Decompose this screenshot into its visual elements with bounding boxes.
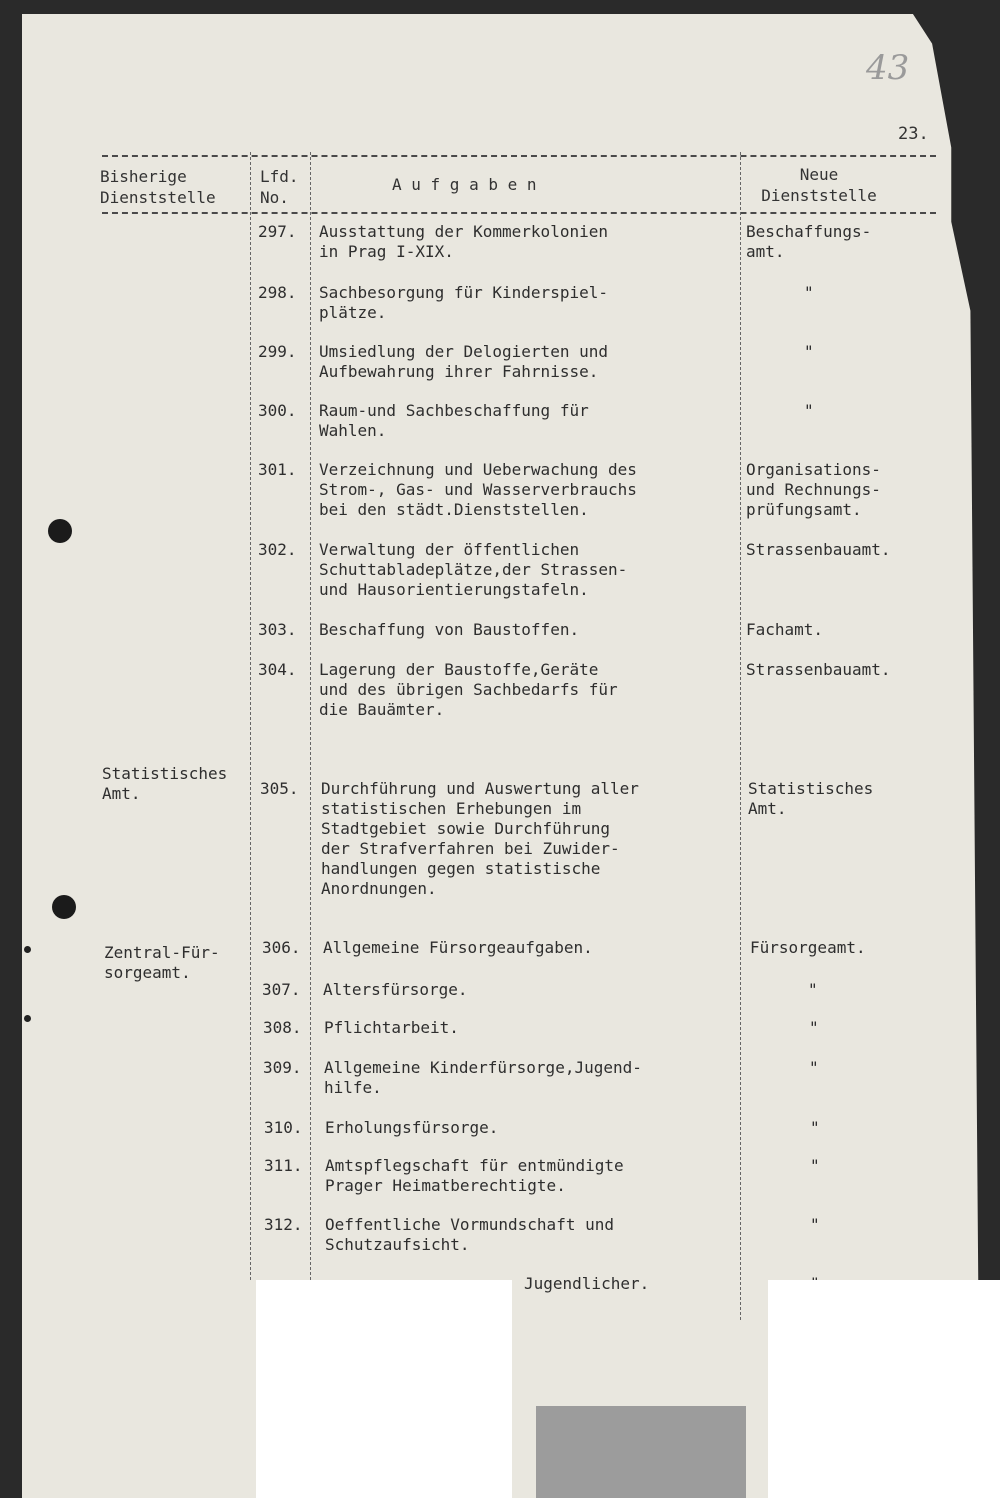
row-number: 310.	[264, 1118, 303, 1137]
row-new-department: "	[808, 980, 818, 999]
row-number: 300.	[258, 401, 297, 420]
row-task: Jugendlicher.	[524, 1274, 650, 1293]
row-task: Ausstattung der Kommerkolonien in Prag I-XIX.	[319, 222, 608, 261]
old-department-label: Statistisches Amt.	[102, 764, 228, 803]
row-new-department: "	[810, 1215, 820, 1234]
table-row	[260, 779, 960, 898]
grey-patch	[536, 1406, 746, 1498]
row-number: 303.	[258, 620, 297, 639]
row-new-department: Fachamt.	[746, 620, 824, 639]
row-task: Erholungsfürsorge.	[325, 1118, 499, 1137]
table-row	[258, 222, 958, 292]
row-task: Sachbesorgung für Kinderspiel- plätze.	[319, 283, 608, 322]
page-number: 23.	[898, 124, 929, 144]
table-row	[258, 660, 958, 730]
row-task: Oeffentliche Vormundschaft und Schutzaufsicht.	[325, 1215, 614, 1254]
row-number: 302.	[258, 540, 297, 559]
punch-hole	[48, 519, 72, 543]
row-task: Durchführung und Auswertung aller statistischen Erhebungen im Stadtgebiet sowie Durchführung der Strafverfahren bei Zuwider- handlungen gegen statistische Anordnungen.	[321, 779, 639, 898]
header-tasks: A u f g a b e n	[392, 175, 537, 194]
row-new-department: Strassenbauamt.	[746, 660, 891, 679]
ink-mark	[24, 1015, 31, 1022]
row-new-department: "	[810, 1156, 820, 1175]
row-new-department: "	[804, 342, 814, 361]
row-task: Raum-und Sachbeschaffung für Wahlen.	[319, 401, 589, 440]
row-new-department: Strassenbauamt.	[746, 540, 891, 559]
row-task: Allgemeine Fürsorgeaufgaben.	[323, 938, 593, 957]
row-task: Umsiedlung der Delogierten und Aufbewahrung ihrer Fahrnisse.	[319, 342, 608, 381]
row-new-department: "	[804, 283, 814, 302]
row-new-department: Fürsorgeamt.	[750, 938, 866, 957]
table-top-rule	[102, 155, 936, 157]
archive-page-number: 43	[866, 48, 910, 88]
table-row	[258, 540, 958, 610]
row-task: Verzeichnung und Ueberwachung des Strom-, Gas- und Wasserverbrauchs bei den städt.Dienststellen.	[319, 460, 637, 519]
row-task: Amtspflegschaft für entmündigte Prager Heimatberechtigte.	[325, 1156, 624, 1195]
row-new-department: "	[804, 401, 814, 420]
row-number: 305.	[260, 779, 299, 798]
row-number: 297.	[258, 222, 297, 241]
row-new-department: "	[809, 1018, 819, 1037]
row-new-department: Statistisches Amt.	[748, 779, 874, 818]
row-number: 311.	[264, 1156, 303, 1175]
header-new-department: Neue Dienststelle	[761, 165, 877, 205]
column-divider	[250, 152, 251, 1280]
row-number: 304.	[258, 660, 297, 679]
row-new-department: Organisations- und Rechnungs- prüfungsamt.	[746, 460, 881, 519]
punch-hole	[52, 895, 76, 919]
header-old-department: Bisherige Dienststelle	[100, 167, 216, 207]
row-number: 307.	[262, 980, 301, 999]
row-number: 312.	[264, 1215, 303, 1234]
row-new-department: Beschaffungs- amt.	[746, 222, 872, 261]
redaction-box	[768, 1280, 1000, 1498]
table-row	[258, 460, 958, 530]
row-number: 298.	[258, 283, 297, 302]
row-task: Altersfürsorge.	[323, 980, 468, 999]
row-number: 309.	[263, 1058, 302, 1077]
header-number: Lfd. No.	[260, 167, 299, 207]
row-number: 308.	[263, 1018, 302, 1037]
row-new-department: "	[809, 1058, 819, 1077]
row-number: 306.	[262, 938, 301, 957]
row-task: Pflichtarbeit.	[324, 1018, 459, 1037]
row-number: 301.	[258, 460, 297, 479]
row-task: Allgemeine Kinderfürsorge,Jugend- hilfe.	[324, 1058, 642, 1097]
old-department-label: Zentral-Für- sorgeamt.	[104, 943, 220, 982]
row-task: Beschaffung von Baustoffen.	[319, 620, 580, 639]
row-new-department: "	[810, 1118, 820, 1137]
row-task: Lagerung der Baustoffe,Geräte und des übrigen Sachbedarfs für die Bauämter.	[319, 660, 618, 719]
redaction-box	[256, 1280, 512, 1498]
table-header-rule	[102, 212, 936, 214]
ink-mark	[24, 946, 31, 953]
row-task: Verwaltung der öffentlichen Schuttabladeplätze,der Strassen- und Hausorientierungstafeln.	[319, 540, 628, 599]
row-number: 299.	[258, 342, 297, 361]
